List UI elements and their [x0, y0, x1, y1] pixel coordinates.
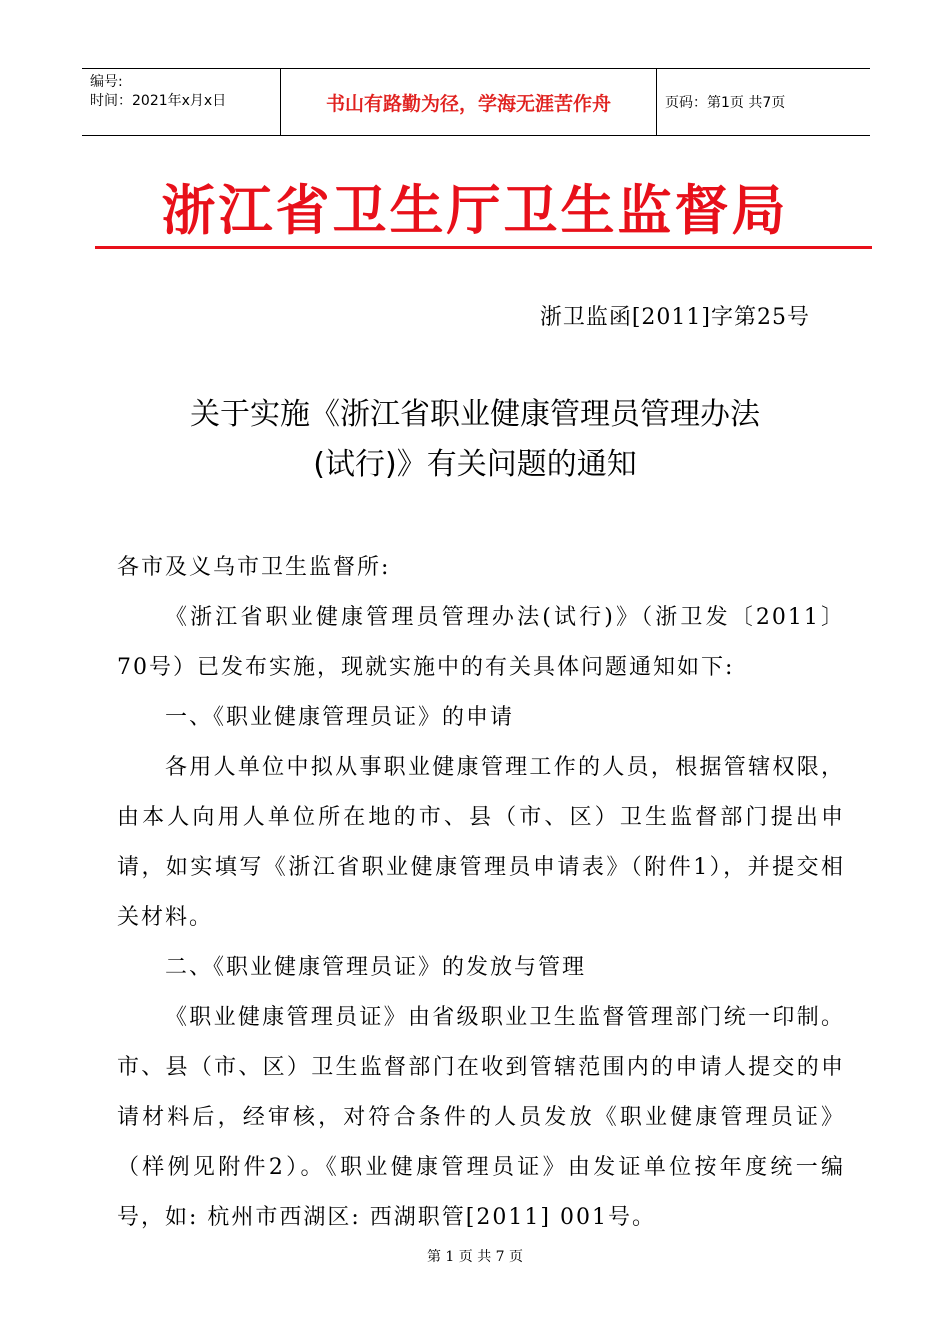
salutation: 各市及义乌市卫生监督所: [117, 555, 391, 580]
intro-paragraph: 《浙江省职业健康管理员管理办法(试行)》（浙卫发〔2011〕70号）已发布实施，现就实施中的有关具体问题通知如下: [117, 605, 845, 680]
document-number: 浙卫监函[2011]字第25号 [539, 305, 810, 330]
serial-label: 编号: [90, 74, 123, 90]
header-meta-cell [82, 69, 281, 135]
header-motto: 书山有路勤为径，学海无涯苦作舟 [281, 69, 657, 135]
page-footer: 第 1 页 共 7 页 [426, 1249, 524, 1265]
red-divider [95, 246, 872, 249]
section2-heading: 二、《职业健康管理员证》的发放与管理 [165, 955, 587, 980]
notice-title [0, 390, 950, 490]
org-title: 浙江省卫生厅卫生监督局 [161, 179, 789, 242]
notice-title-line2: (试行)》有关问题的通知 [313, 447, 637, 482]
section1-heading: 一、《职业健康管理员证》的申请 [165, 705, 515, 730]
header-table [82, 68, 870, 136]
notice-body [117, 543, 845, 1243]
section1-paragraph: 各用人单位中拟从事职业健康管理工作的人员，根据管辖权限，由本人向用人单位所在地的市、县（市、区）卫生监督部门提出申请，如实填写《浙江省职业健康管理员申请表》（附件1），并提交相关材料。 [117, 755, 845, 930]
time-label: 时间：2021年x月x日 [90, 93, 227, 109]
section2-paragraph: 《职业健康管理员证》由省级职业卫生监督管理部门统一印制。市、县（市、区）卫生监督部门在收到管辖范围内的申请人提交的申请材料后，经审核，对符合条件的人员发放《职业健康管理员证》（样例见附件2）。《职业健康管理员证》由发证单位按年度统一编号，如: 杭州市西湖区: 西湖职管[2011] 001号。 [117, 1005, 845, 1230]
header-page-code: 页码：第1页 共7页 [665, 95, 786, 111]
notice-title-line1: 关于实施《浙江省职业健康管理员管理办法 [190, 397, 760, 432]
